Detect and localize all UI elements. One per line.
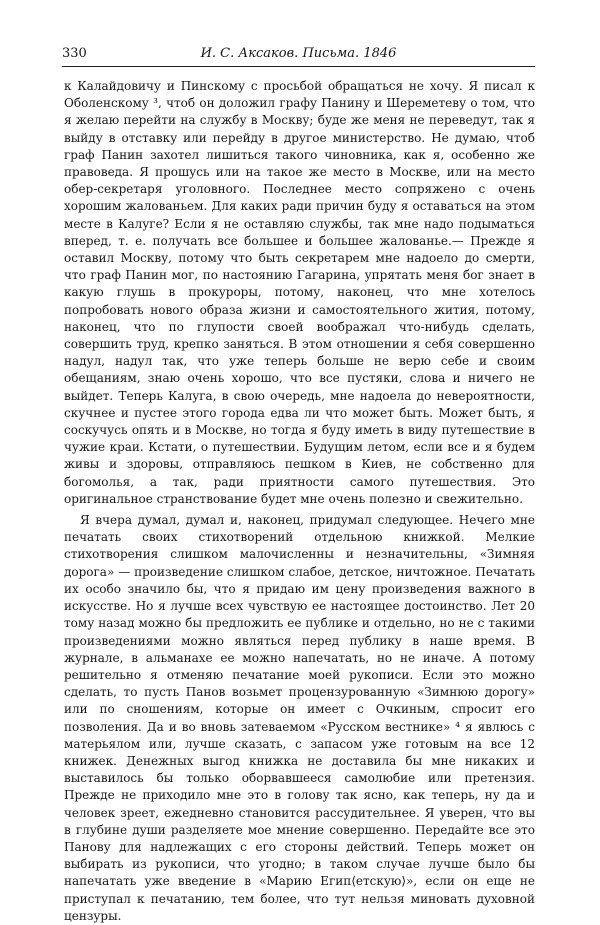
paragraph-2: Я вчера думал, думал и, наконец, придумал следующее. Нечего мне печатать своих стихотворений отдельною книжкой. Мелкие стихотворения слишком малочисленны и незначительны, «Зимняя дорога» — произведение слишком слабое, детское, ничтожное. Печатать их особо значило бы, что я придаю им цену произведения важного в искусстве. Но я лучше всех чувствую ее настоящее достоинство. Лет 20 тому назад можно бы предложить ее публике и отдельно, но не с такими произведениями можно являться перед публику в наше время. В журнале, в альманахе ее можно напечатать, но не иначе. А потому решительно я отменяю печатание моей рукописи. Если это можно сделать, то пусть Панов возьмет процензурованную «Зимнюю дорогу» или по сношениям, которые он имеет с Очкиным, спросит его позволения. Да и во вновь затеваемом «Русском вестнике» ⁴ я явлюсь с матерьялом или, лучше сказать, с запасом уже готовым на все 12 книжек. Денежных выгод книжка не доставила бы мне никаких и выставилось бы только оборвавшееся самолюбие или претензия. Прежде не приходило мне это в голову так ясно, как теперь, ну да и человек зреет, ежедневно становится рассудительнее. Я уверен, что вы в глубине души разделяете мое мнение совершенно. Передайте все это Панову для надлежащих с его стороны действий. Теперь может он выбирать из рукописи, что угодно; в таком случае лучше было бы напечатать уже введение в «Марию Егип⟨етскую⟩», если он еще не приступал к печатанию, тем более, что тут нельзя миновать духовной цензуры. xyxy=(64,513,535,923)
letter-text xyxy=(64,78,535,925)
running-title: И. С. Аксаков. Письма. 1846 xyxy=(200,46,397,61)
page-number: 330 xyxy=(62,46,87,61)
running-header xyxy=(62,44,535,67)
paragraph-1: к Калайдовичу и Пинскому с просьбой обращаться не хочу. Я писал к Оболенскому ³, чтоб он доложил графу Панину и Шереметеву о том, что я желаю перейти на службу в Москву; буде же меня не переведут, так я выйду в отставку или перейду в другое министерство. Не думаю, чтоб граф Панин захотел лишиться такого чиновника, как я, особенно же правоведа. Я прошусь или на такое же место в Москве, или на место обер-секретаря уголовного. Последнее место сопряжено с очень хорошим жалованьем. Для каких ради причин буду я оставаться на этом месте в Калуге? Если я не оставляю службы, так мне надо подыматься вперед, т. е. получать все большее и большее жалованье.— Прежде я оставил Москву, потому что быть секретарем мне надоело до смерти, что граф Панин мог, по настоянию Гагарина, упрятать меня бог знает в какую глушь в прокуроры, потому, наконец, что мне хотелось попробовать нового образа жизни и самостоятельного жития, потому, наконец, что по глупости своей воображал что-нибудь сделать, совершить труд, крепко заняться. В этом отношении я себя совершенно надул, надул так, что уже теперь больше не верю себе и своим обещаниям, знаю очень хорошо, что все пустяки, слова и ничего не выйдет. Теперь Калуга, в свою очередь, мне надоела до невероятности, скучнее и пустее этого города едва ли что может быть. Может быть, я соскучусь опять и в Москве, но тогда я буду иметь в виду путешествие в чужие краи. Кстати, о путешествии. Будущим летом, если все и я будем живы и здоровы, отправляюсь пешком в Киев, не собственно для богомолья, а так, ради приятности самого путешествия. Это оригинальное странствование будет мне очень полезно и свежительно. xyxy=(64,79,535,506)
